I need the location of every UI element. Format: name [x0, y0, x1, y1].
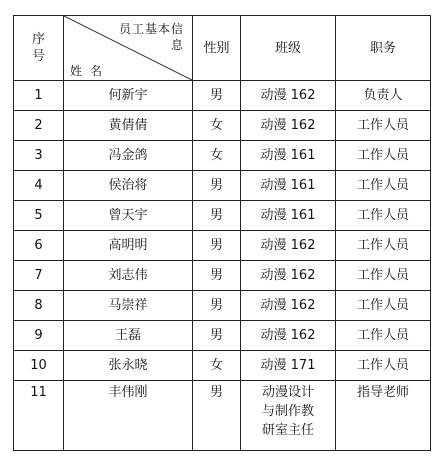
cell-role: 工作人员	[336, 141, 431, 171]
cell-name: 刘志伟	[64, 261, 193, 291]
cell-class: 动漫 161	[241, 141, 336, 171]
header-serial-label: 序号	[31, 32, 45, 64]
header-class: 班级	[241, 16, 336, 81]
table-row	[14, 171, 431, 201]
cell-class: 动漫 161	[241, 171, 336, 201]
cell-name: 曾天宇	[64, 201, 193, 231]
cell-no: 7	[14, 261, 64, 291]
cell-no: 2	[14, 111, 64, 141]
header-role: 职务	[336, 16, 431, 81]
cell-gender: 男	[193, 261, 241, 291]
cell-role: 工作人员	[336, 261, 431, 291]
cell-role: 工作人员	[336, 171, 431, 201]
table-row	[14, 141, 431, 171]
cell-gender: 女	[193, 111, 241, 141]
cell-gender: 女	[193, 351, 241, 381]
cell-name: 张永晓	[64, 351, 193, 381]
cell-gender: 男	[193, 381, 241, 451]
cell-role: 工作人员	[336, 111, 431, 141]
cell-name: 王磊	[64, 321, 193, 351]
cell-class: 动漫 162	[241, 111, 336, 141]
cell-name: 冯金鸽	[64, 141, 193, 171]
cell-gender: 男	[193, 81, 241, 111]
cell-class: 动漫 162	[241, 81, 336, 111]
cell-name: 马崇祥	[64, 291, 193, 321]
table-row	[14, 231, 431, 261]
cell-name: 黄倩倩	[64, 111, 193, 141]
cell-class: 动漫 162	[241, 321, 336, 351]
cell-no: 5	[14, 201, 64, 231]
cell-class: 动漫 161	[241, 201, 336, 231]
cell-name: 侯治将	[64, 171, 193, 201]
cell-no: 11	[14, 381, 64, 451]
cell-class	[241, 381, 336, 451]
cell-no: 4	[14, 171, 64, 201]
cell-role: 工作人员	[336, 201, 431, 231]
table-row	[14, 201, 431, 231]
staff-table	[13, 15, 431, 451]
cell-no: 9	[14, 321, 64, 351]
cell-class: 动漫 162	[241, 261, 336, 291]
cell-class: 动漫 162	[241, 231, 336, 261]
cell-role: 工作人员	[336, 291, 431, 321]
cell-gender: 女	[193, 141, 241, 171]
table-row	[14, 351, 431, 381]
cell-class-text: 动漫设计与制作教研室主任	[261, 385, 314, 438]
table-row	[14, 111, 431, 141]
header-diagonal-bottom: 姓名	[70, 64, 111, 78]
cell-no: 3	[14, 141, 64, 171]
cell-name: 高明明	[64, 231, 193, 261]
header-diagonal-cell	[64, 16, 193, 81]
header-diagonal-top: 员工基本信息	[118, 22, 184, 52]
cell-role: 负责人	[336, 81, 431, 111]
cell-no: 8	[14, 291, 64, 321]
cell-role: 指导老师	[336, 381, 431, 451]
table-row	[14, 381, 431, 451]
cell-gender: 男	[193, 201, 241, 231]
header-row	[14, 16, 431, 81]
cell-gender: 男	[193, 321, 241, 351]
cell-role: 工作人员	[336, 231, 431, 261]
header-gender: 性别	[193, 16, 241, 81]
table-row	[14, 81, 431, 111]
cell-no: 10	[14, 351, 64, 381]
cell-role: 工作人员	[336, 321, 431, 351]
cell-gender: 男	[193, 291, 241, 321]
header-serial	[14, 16, 64, 81]
table-row	[14, 291, 431, 321]
table-row	[14, 321, 431, 351]
cell-name: 丰伟刚	[64, 381, 193, 451]
cell-no: 1	[14, 81, 64, 111]
cell-role: 工作人员	[336, 351, 431, 381]
table-row	[14, 261, 431, 291]
cell-class: 动漫 171	[241, 351, 336, 381]
cell-name: 何新宇	[64, 81, 193, 111]
cell-gender: 男	[193, 171, 241, 201]
cell-gender: 男	[193, 231, 241, 261]
cell-class: 动漫 162	[241, 291, 336, 321]
cell-no: 6	[14, 231, 64, 261]
